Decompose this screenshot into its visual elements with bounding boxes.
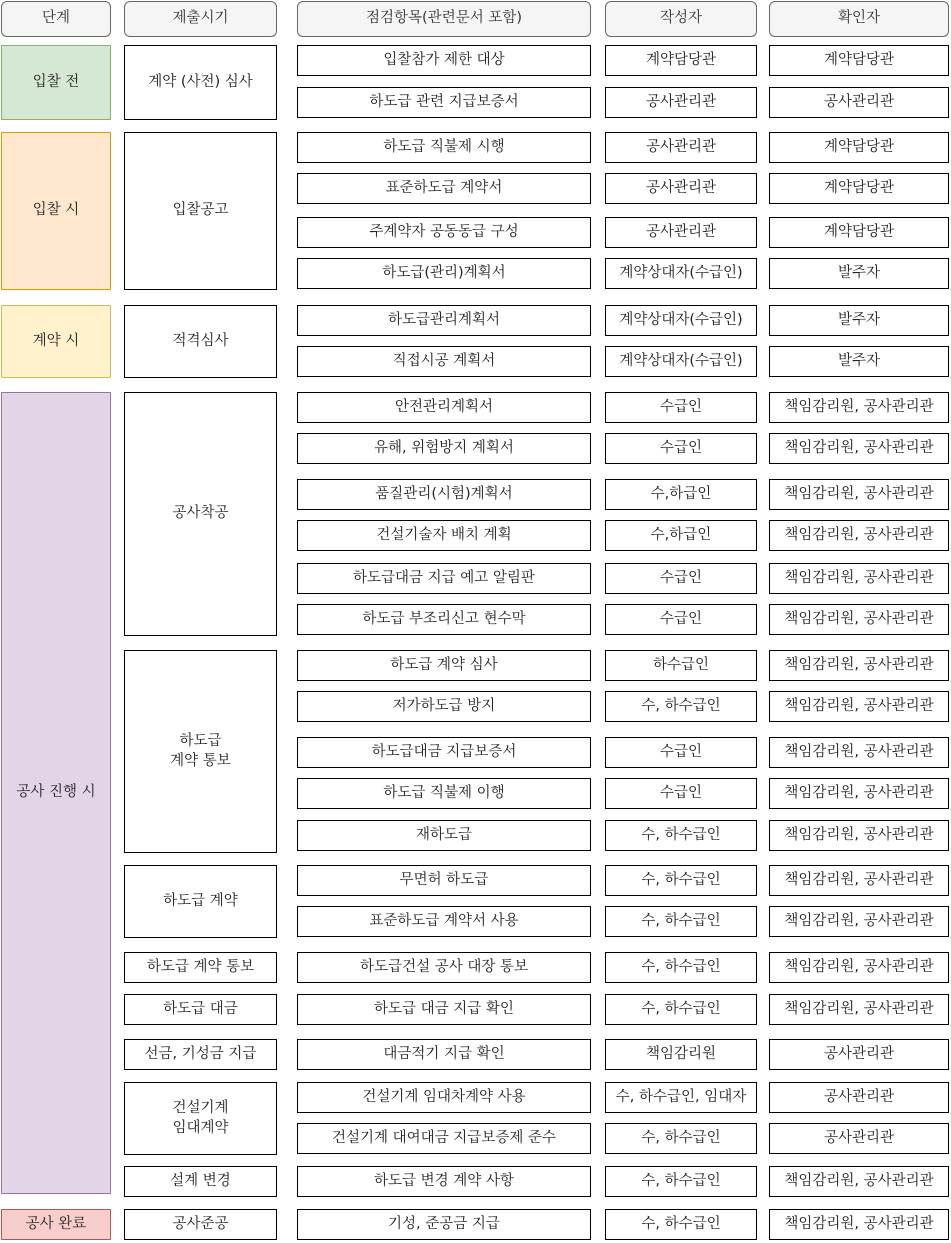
author-cell: 수, 하수급인: [605, 820, 757, 851]
author-cell: 하수급인: [605, 650, 757, 681]
header-author: 작성자: [605, 1, 757, 37]
check-item: 대금적기 지급 확인: [297, 1039, 591, 1070]
author-cell: 수, 하수급인: [605, 865, 757, 896]
checker-cell: 책임감리원, 공사관리관: [769, 906, 949, 937]
stage-before-bid: 입찰 전: [1, 45, 111, 120]
header-timing: 제출시기: [124, 1, 277, 37]
author-cell: 수급인: [605, 737, 757, 768]
checker-cell: 책임감리원, 공사관리관: [769, 604, 949, 635]
checker-cell: 책임감리원, 공사관리관: [769, 778, 949, 809]
author-cell: 수급인: [605, 778, 757, 809]
timing-box: 적격심사: [124, 305, 277, 378]
timing-box: 공사착공: [124, 392, 277, 636]
author-cell: 공사관리관: [605, 173, 757, 204]
checker-cell: 공사관리관: [769, 1039, 949, 1070]
checker-cell: 발주자: [769, 305, 949, 336]
check-item: 하도급대금 지급보증서: [297, 737, 591, 768]
checker-cell: 계약담당관: [769, 217, 949, 248]
check-item: 유해, 위험방지 계획서: [297, 433, 591, 464]
author-cell: 수, 하수급인: [605, 994, 757, 1025]
timing-box: 설계 변경: [124, 1166, 277, 1197]
author-cell: 수, 하수급인, 임대자: [605, 1082, 757, 1113]
author-cell: 계약담당관: [605, 45, 757, 76]
author-cell: 수, 하수급인: [605, 1123, 757, 1154]
checker-cell: 책임감리원, 공사관리관: [769, 820, 949, 851]
checker-cell: 책임감리원, 공사관리관: [769, 563, 949, 594]
author-cell: 계약상대자(수급인): [605, 346, 757, 377]
timing-box: 선금, 기성금 지급: [124, 1039, 277, 1070]
checker-cell: 책임감리원, 공사관리관: [769, 691, 949, 722]
check-item: 하도급대금 지급 예고 알림판: [297, 563, 591, 594]
checker-cell: 계약담당관: [769, 173, 949, 204]
timing-box: 하도급 대금: [124, 994, 277, 1025]
checker-cell: 공사관리관: [769, 1123, 949, 1154]
check-item: 하도급건설 공사 대장 통보: [297, 952, 591, 983]
check-item: 입찰참가 제한 대상: [297, 45, 591, 76]
check-item: 하도급 계약 심사: [297, 650, 591, 681]
author-cell: 수, 하수급인: [605, 691, 757, 722]
checker-cell: 책임감리원, 공사관리관: [769, 1166, 949, 1197]
stage-completion: 공사 완료: [1, 1209, 111, 1240]
checker-cell: 책임감리원, 공사관리관: [769, 392, 949, 423]
check-item: 주계약자 공동동급 구성: [297, 217, 591, 248]
checker-cell: 책임감리원, 공사관리관: [769, 433, 949, 464]
checker-cell: 계약담당관: [769, 132, 949, 163]
checker-cell: 발주자: [769, 346, 949, 377]
check-item: 하도급 직불제 시행: [297, 132, 591, 163]
check-item: 직접시공 계획서: [297, 346, 591, 377]
checker-cell: 계약담당관: [769, 45, 949, 76]
checker-cell: 책임감리원, 공사관리관: [769, 994, 949, 1025]
stage-at-bid: 입찰 시: [1, 132, 111, 290]
check-item: 하도급 대금 지급 확인: [297, 994, 591, 1025]
check-item: 표준하도급 계약서: [297, 173, 591, 204]
check-item: 하도급 부조리신고 현수막: [297, 604, 591, 635]
checker-cell: 공사관리관: [769, 1082, 949, 1113]
check-item: 하도급(관리)계획서: [297, 258, 591, 289]
checker-cell: 발주자: [769, 258, 949, 289]
author-cell: 공사관리관: [605, 132, 757, 163]
author-cell: 수급인: [605, 604, 757, 635]
check-item: 하도급 관련 지급보증서: [297, 87, 591, 118]
check-item: 무면허 하도급: [297, 865, 591, 896]
author-cell: 수, 하수급인: [605, 906, 757, 937]
author-cell: 수, 하수급인: [605, 952, 757, 983]
author-cell: 공사관리관: [605, 217, 757, 248]
checker-cell: 책임감리원, 공사관리관: [769, 737, 949, 768]
author-cell: 수, 하수급인: [605, 1209, 757, 1240]
author-cell: 수급인: [605, 433, 757, 464]
check-item: 건설기계 임대차계약 사용: [297, 1082, 591, 1113]
check-item: 하도급관리계획서: [297, 305, 591, 336]
author-cell: 수급인: [605, 392, 757, 423]
author-cell: 공사관리관: [605, 87, 757, 118]
timing-box: 하도급 계약: [124, 865, 277, 938]
check-item: 하도급 변경 계약 사항: [297, 1166, 591, 1197]
author-cell: 수급인: [605, 563, 757, 594]
checker-cell: 책임감리원, 공사관리관: [769, 952, 949, 983]
check-item: 기성, 준공금 지급: [297, 1209, 591, 1240]
checker-cell: 책임감리원, 공사관리관: [769, 650, 949, 681]
timing-box: 계약 (사전) 심사: [124, 45, 277, 120]
timing-box: 하도급 계약 통보: [124, 650, 277, 853]
check-item: 하도급 직불제 이행: [297, 778, 591, 809]
header-item: 점검항목(관련문서 포함): [297, 1, 591, 37]
check-item: 재하도급: [297, 820, 591, 851]
author-cell: 계약상대자(수급인): [605, 258, 757, 289]
stage-in-progress: 공사 진행 시: [1, 392, 111, 1194]
check-item: 저가하도급 방지: [297, 691, 591, 722]
author-cell: 수,하급인: [605, 520, 757, 551]
header-checker: 확인자: [769, 1, 949, 37]
timing-box: 하도급 계약 통보: [124, 952, 277, 983]
author-cell: 계약상대자(수급인): [605, 305, 757, 336]
check-item: 건설기술자 배치 계획: [297, 520, 591, 551]
author-cell: 수,하급인: [605, 479, 757, 510]
timing-box: 공사준공: [124, 1209, 277, 1240]
checker-cell: 책임감리원, 공사관리관: [769, 865, 949, 896]
timing-box: 입찰공고: [124, 132, 277, 290]
check-item: 품질관리(시험)계획서: [297, 479, 591, 510]
stage-at-contract: 계약 시: [1, 305, 111, 378]
check-item: 건설기계 대여대금 지급보증제 준수: [297, 1123, 591, 1154]
author-cell: 책임감리원: [605, 1039, 757, 1070]
checker-cell: 책임감리원, 공사관리관: [769, 479, 949, 510]
check-item: 표준하도급 계약서 사용: [297, 906, 591, 937]
timing-box: 건설기계 임대계약: [124, 1082, 277, 1155]
author-cell: 수, 하수급인: [605, 1166, 757, 1197]
header-stage: 단계: [1, 1, 111, 37]
checker-cell: 책임감리원, 공사관리관: [769, 520, 949, 551]
check-item: 안전관리계획서: [297, 392, 591, 423]
checker-cell: 책임감리원, 공사관리관: [769, 1209, 949, 1240]
checker-cell: 공사관리관: [769, 87, 949, 118]
